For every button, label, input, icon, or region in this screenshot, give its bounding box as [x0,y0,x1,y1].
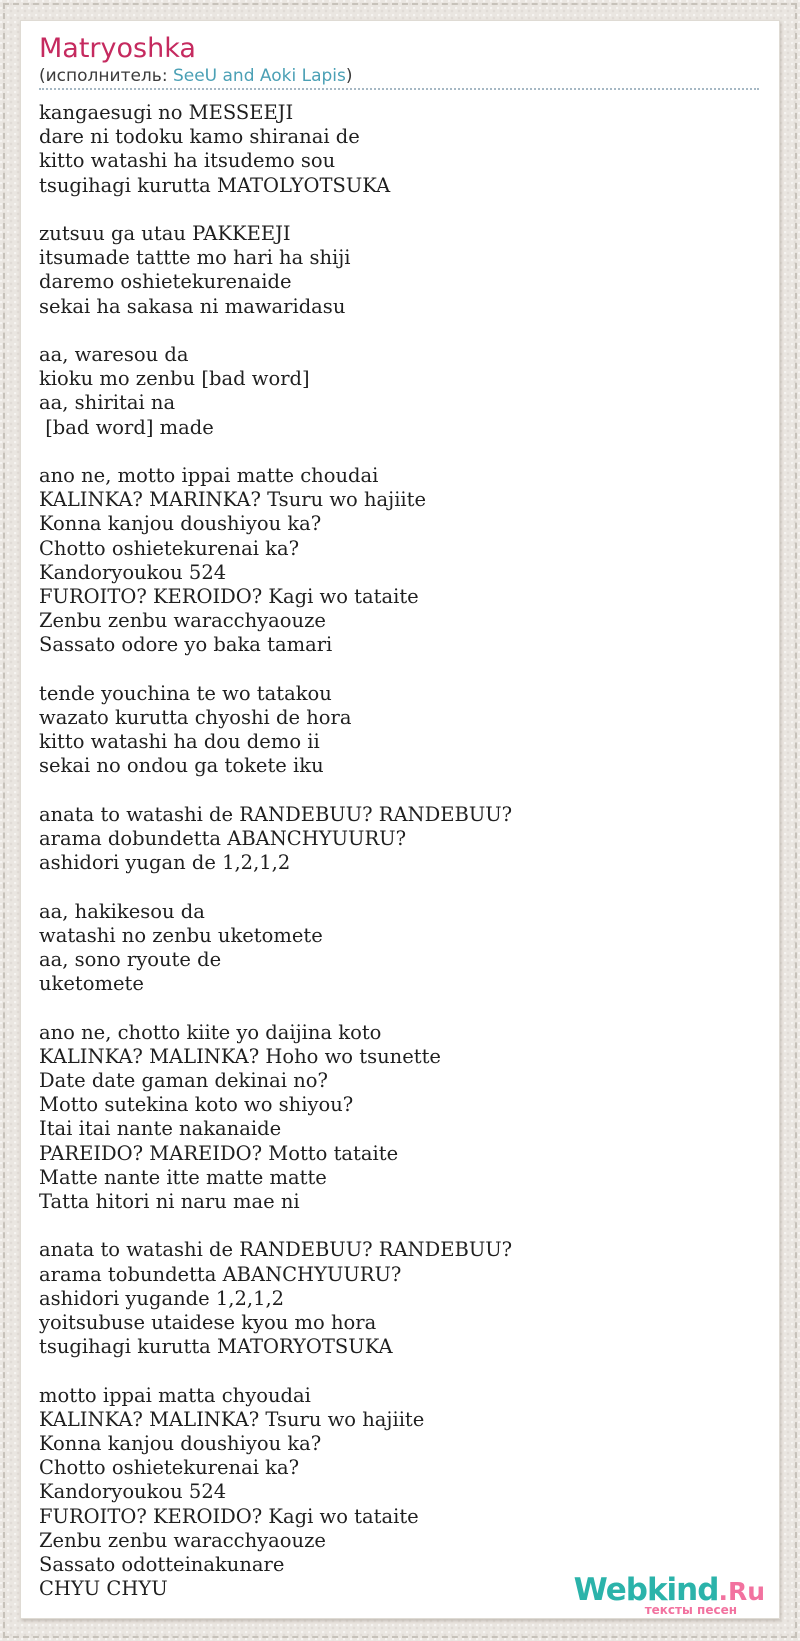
lyric-verse [39,464,759,658]
lyric-verse [39,101,759,198]
lyric-line: arama dobundetta ABANCHYUURU? [39,827,407,851]
lyric-line: KALINKA? MALINKA? Tsuru wo hajiite [39,1407,425,1431]
lyric-line: aa, hakikesou da [39,899,205,923]
lyric-line: watashi no zenbu uketomete [39,923,323,947]
lyric-line: dare ni todoku kamo shiranai de [39,125,360,149]
lyric-line: ashidori yugan de 1,2,1,2 [39,851,291,875]
artist-link[interactable]: SeeU and Aoki Lapis [172,66,346,86]
lyric-line: Tatta hitori ni naru mae ni [39,1190,300,1214]
lyric-line: tende youchina te wo tatakou [39,681,332,705]
lyric-line: Date date gaman dekinai no? [39,1069,328,1093]
lyric-line: Zenbu zenbu waracchyaouze [39,1528,326,1552]
lyric-line: KALINKA? MALINKA? Hoho wo tsunette [39,1044,441,1068]
lyric-line: sekai ha sakasa ni mawaridasu [39,294,346,318]
lyric-line: wazato kurutta chyoshi de hora [39,706,352,730]
lyric-line: kitto watashi ha dou demo ii [39,730,320,754]
lyric-line: kangaesugi no MESSEEJI [39,101,294,124]
lyric-line: PAREIDO? MAREIDO? Motto tataite [39,1141,399,1165]
lyric-verse [39,1384,759,1602]
lyric-line: Kandoryoukou 524 [39,1480,227,1504]
lyric-line: Sassato odore yo baka tamari [39,633,333,657]
header-separator [39,87,759,90]
lyric-line: yoitsubuse utaidese kyou mo hora [39,1311,377,1335]
lyric-line: kioku mo zenbu [bad word] [39,367,310,391]
lyric-line: KALINKA? MARINKA? Tsuru wo hajiite [39,488,427,512]
lyric-line: Itai itai nante nakanaide [39,1117,282,1141]
lyric-line: [bad word] made [39,415,214,439]
lyric-verse [39,682,759,779]
artist-label: (исполнитель: [39,66,173,86]
logo-text [573,1572,765,1608]
lyric-verse [39,343,759,440]
logo-ru-text: .Ru [718,1577,765,1606]
lyric-line: daremo oshietekurenaide [39,270,292,294]
lyric-line: Chotto oshietekurenai ka? [39,536,300,560]
lyric-verse [39,1021,759,1215]
content-card [20,20,780,1619]
lyric-line: aa, shiritai na [39,391,176,415]
lyric-line: anata to watashi de RANDEBUU? RANDEBUU? [39,1238,513,1262]
lyric-verse [39,1238,759,1359]
lyric-line: ano ne, motto ippai matte choudai [39,464,379,487]
lyric-line: Zenbu zenbu waracchyaouze [39,609,326,633]
lyric-verse [39,222,759,319]
lyric-line: arama tobundetta ABANCHYUURU? [39,1262,402,1286]
lyric-line: tsugihagi kurutta MATORYOTSUKA [39,1335,393,1359]
page-title: Matryoshka [39,33,196,64]
lyric-line: Matte nante itte matte matte [39,1165,327,1189]
lyric-verse [39,803,759,876]
artist-line [39,65,759,87]
lyric-line: Motto sutekina koto wo shiyou? [39,1093,354,1117]
logo-tagline: тексты песен [644,1603,737,1617]
lyric-verse [39,900,759,997]
lyric-line: ano ne, chotto kiite yo daijina koto [39,1020,382,1044]
lyric-line: zutsuu ga utau PAKKEEJI [39,222,291,245]
lyrics [39,101,759,1601]
lyric-line: aa, waresou da [39,343,189,366]
lyric-line: anata to watashi de RANDEBUU? RANDEBUU? [39,802,513,826]
lyric-line: uketomete [39,972,144,996]
lyric-line: FUROITO? KEROIDO? Kagi wo tataite [39,1504,419,1528]
lyric-line: itsumade tattte mo hari ha shiji [39,246,351,270]
lyric-line: Konna kanjou doushiyou ka? [39,512,322,536]
lyric-line: Konna kanjou doushiyou ka? [39,1432,322,1456]
artist-suffix: ) [345,66,353,86]
lyric-line: CHYU CHYU [39,1577,168,1601]
lyric-line: Chotto oshietekurenai ka? [39,1456,300,1480]
lyric-line: Sassato odotteinakunare [39,1553,285,1577]
lyric-line: tsugihagi kurutta MATOLYOTSUKA [39,173,391,197]
lyric-line: Kandoryoukou 524 [39,560,227,584]
lyric-line: FUROITO? KEROIDO? Kagi wo tataite [39,585,419,609]
lyric-line: kitto watashi ha itsudemo sou [39,149,336,173]
logo-webkind-text: Webkind [573,1572,719,1608]
webkind-logo[interactable] [573,1572,765,1617]
lyric-line: sekai no ondou ga tokete iku [39,754,324,778]
lyric-line: ashidori yugande 1,2,1,2 [39,1286,285,1310]
lyric-line: motto ippai matta chyoudai [39,1383,311,1407]
lyric-line: aa, sono ryoute de [39,948,222,972]
